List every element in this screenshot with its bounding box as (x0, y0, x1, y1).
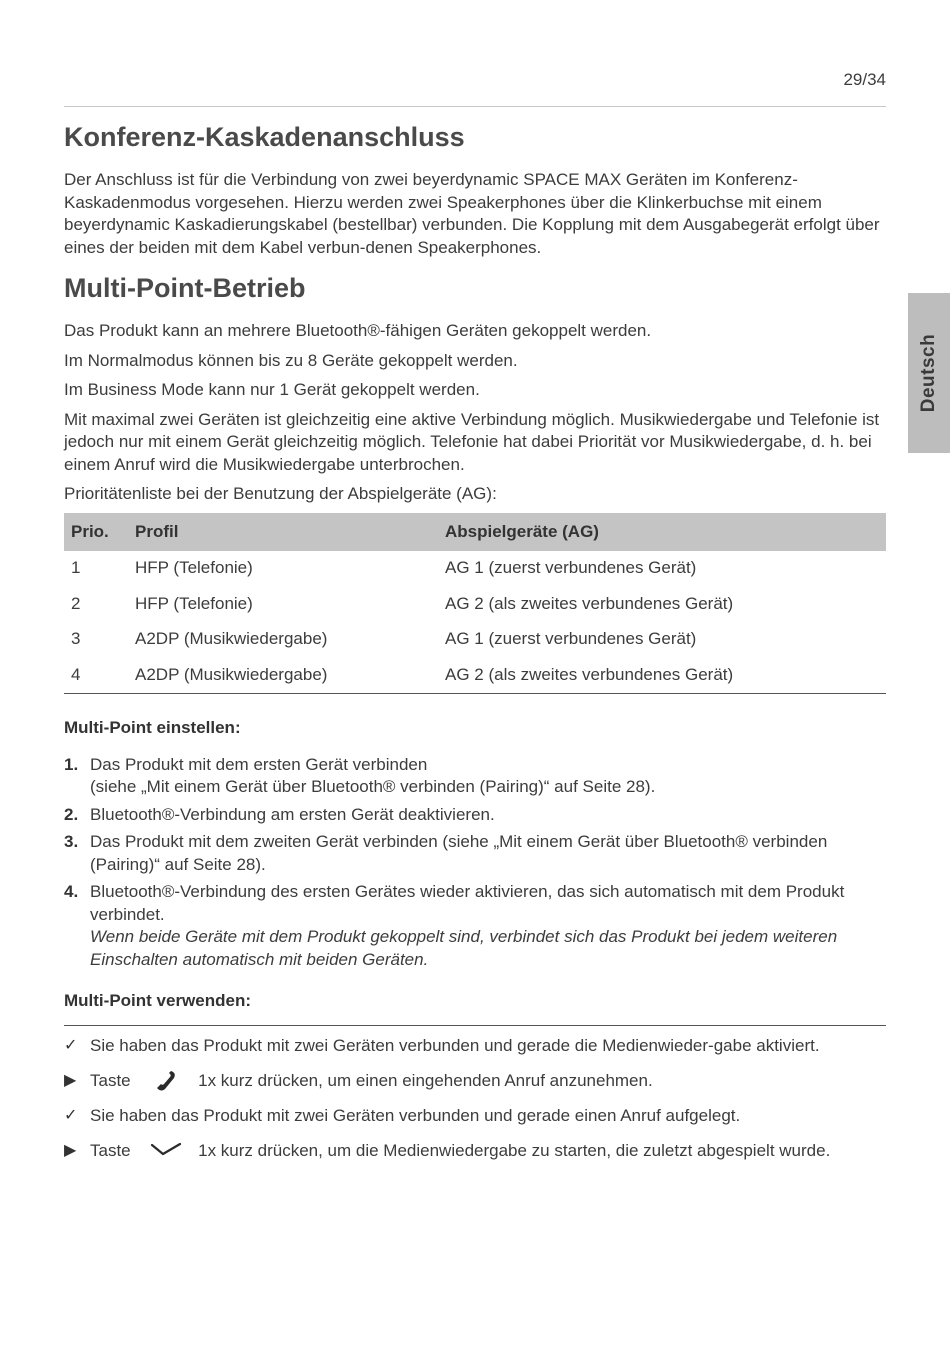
table-header: Profil (128, 513, 438, 551)
header-divider (64, 106, 886, 107)
table-cell: A2DP (Musikwiedergabe) (128, 657, 438, 693)
language-tab (908, 293, 950, 453)
section-text-kaskade: Der Anschluss ist für die Verbindung von zwei beyerdynamic SPACE MAX Geräten im Konferenz-Kaskadenmodus vorgesehen. Hierzu werden zwei Speakerphones über die Klinkerbuchse mit einem beyerdynamic Kaskadierungskabel (bestellbar) verbunden. Die Kopplung mit dem Ausgabegerät erfolgt über eines der beiden mit dem Kabel verbun-denen Speakerphones. (64, 170, 880, 257)
use-divider (64, 1025, 886, 1026)
check-icon: ✓ (64, 1037, 78, 1054)
language-tab-label: Deutsch (918, 333, 939, 413)
step-text: Das Produkt mit dem ersten Gerät verbinden (90, 754, 428, 774)
multipoint-paragraph-5: Prioritätenliste bei der Benutzung der Abspielgeräte (AG): (64, 484, 497, 503)
table-row (64, 622, 886, 658)
setup-steps (64, 754, 886, 972)
table-cell: AG 2 (als zweites verbundenes Gerät) (445, 593, 734, 613)
step-text: Das Produkt mit dem zweiten Gerät verbinden (siehe „Mit einem Gerät über Bluetooth® verbinden (Pairing)“ auf Seite 28). (90, 832, 828, 874)
list-item (64, 754, 886, 799)
step-reference: (siehe „Mit einem Gerät über Bluetooth® verbinden (Pairing)“ auf Seite 28). (90, 777, 656, 796)
page-number: 29/34 (843, 70, 886, 89)
table-header-row (64, 513, 886, 551)
table-cell: AG 2 (als zweites verbundenes Gerät) (438, 657, 886, 693)
page-content (64, 118, 886, 1174)
step-number: 3. (64, 832, 79, 851)
condition-text: Sie haben das Produkt mit zwei Geräten verbunden und gerade die Medienwieder-gabe aktiviert. (90, 1036, 820, 1055)
multipoint-paragraph-2: Im Normalmodus können bis zu 8 Geräte gekoppelt werden. (64, 350, 518, 370)
check-icon: ✓ (64, 1107, 78, 1124)
step-number: 4. (64, 882, 79, 901)
multipoint-paragraph-3: Im Business Mode kann nur 1 Gerät gekoppelt werden. (64, 380, 480, 399)
step-text: Bluetooth®-Verbindung des ersten Gerätes wieder aktivieren, das sich automatisch mit dem Produkt verbindet. (90, 882, 845, 924)
phone-icon (149, 1069, 183, 1091)
arrow-right-icon: ▶ (64, 1072, 77, 1089)
table-row (64, 551, 886, 587)
play-pause-icon (149, 1139, 183, 1161)
table-cell: A2DP (Musikwiedergabe) (135, 629, 328, 649)
multipoint-paragraph-4: Mit maximal zwei Geräten ist gleichzeitig eine aktive Verbindung möglich. Musikwiedergabe und Telefonie ist jedoch nur mit einem Gerät gleichzeitig möglich. Telefonie hat dabei Priorität vor Musikwiedergabe, d. h. bei einem Anruf wird die Musikwiedergabe unterbrochen. (64, 409, 880, 474)
table-cell: AG 1 (zuerst verbundenes Gerät) (445, 558, 697, 578)
list-item (64, 804, 886, 827)
list-item (64, 831, 886, 876)
priority-table (64, 513, 886, 694)
step-text: Bluetooth®-Verbindung am ersten Gerät deaktivieren. (90, 804, 495, 824)
table-row (64, 657, 886, 693)
table-cell: 2 (71, 593, 81, 613)
step-note: Wenn beide Geräte mit dem Produkt gekoppelt sind, verbindet sich das Produkt bei jedem weiteren Einschalten automatisch mit beiden Geräten. (90, 927, 838, 969)
action-prefix: Taste (90, 1141, 131, 1160)
table-cell: 1 (71, 558, 81, 578)
use-heading: Multi-Point verwenden: (64, 991, 251, 1010)
table-cell: HFP (Telefonie) (135, 558, 253, 578)
table-row (64, 586, 886, 622)
list-item (64, 1069, 886, 1092)
section-title-kaskade: Konferenz-Kaskadenanschluss (64, 122, 465, 152)
step-number: 2. (64, 804, 79, 824)
table-cell: 3 (71, 629, 81, 649)
use-list (64, 1034, 886, 1162)
list-item (64, 881, 886, 971)
action-text: 1x kurz drücken, um einen eingehenden Anruf anzunehmen. (198, 1071, 653, 1090)
table-cell: AG 1 (zuerst verbundenes Gerät) (445, 629, 697, 649)
section-title-multipoint: Multi-Point-Betrieb (64, 273, 306, 303)
action-prefix: Taste (90, 1071, 131, 1090)
table-cell: 4 (64, 657, 128, 693)
list-item (64, 1034, 886, 1057)
list-item (64, 1139, 886, 1162)
table-header: Prio. (64, 513, 128, 551)
list-item (64, 1104, 886, 1127)
step-number: 1. (64, 754, 79, 774)
action-text: 1x kurz drücken, um die Medienwiedergabe zu starten, die zuletzt abgespielt wurde. (198, 1141, 831, 1160)
table-header: Abspielgeräte (AG) (438, 513, 886, 551)
arrow-right-icon: ▶ (64, 1142, 77, 1159)
setup-heading: Multi-Point einstellen: (64, 717, 241, 737)
condition-text: Sie haben das Produkt mit zwei Geräten verbunden und gerade einen Anruf aufgelegt. (90, 1106, 741, 1125)
table-cell: HFP (Telefonie) (135, 593, 253, 613)
multipoint-paragraph-1: Das Produkt kann an mehrere Bluetooth®-fähigen Geräten gekoppelt werden. (64, 321, 652, 340)
